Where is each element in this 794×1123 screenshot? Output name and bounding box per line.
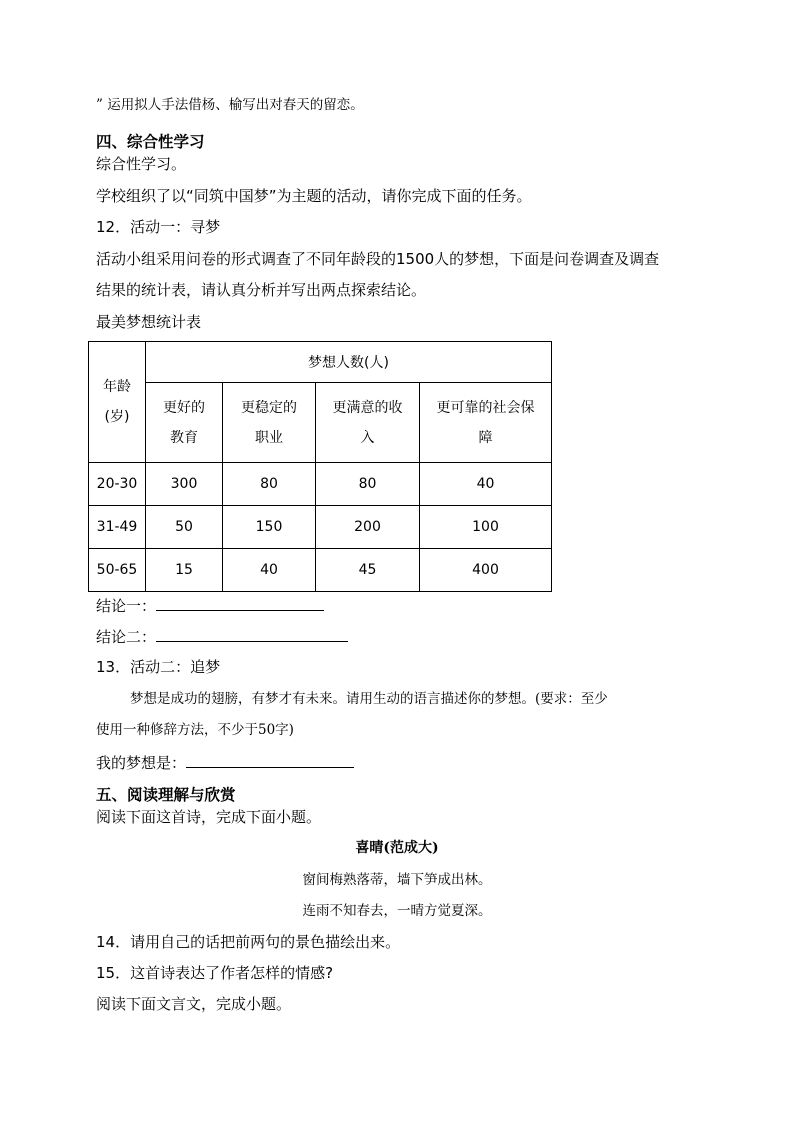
age-cell: 20-30 xyxy=(89,463,146,506)
value-cell: 150 xyxy=(223,506,316,549)
age-cell: 31-49 xyxy=(89,506,146,549)
text-continuation: ” 运用拟人手法借杨、榆写出对春天的留恋。 xyxy=(96,97,364,113)
section-heading-4: 四、综合性学习 xyxy=(96,133,205,151)
conclusion-1-blank[interactable] xyxy=(156,595,324,611)
age-header-cell xyxy=(89,342,146,463)
poem-title: 喜晴(范成大) xyxy=(355,840,439,856)
section-5-subtitle: 阅读下面这首诗，完成下面小题。 xyxy=(96,808,322,826)
column-header-text: 更稳定的 xyxy=(241,399,297,416)
column-header-job xyxy=(223,383,316,463)
section-4-intro: 学校组织了以“同筑中国梦”为主题的活动，请你完成下面的任务。 xyxy=(96,187,532,205)
column-header-text: 障 xyxy=(478,429,493,446)
table-row xyxy=(89,549,552,592)
column-header-social-security xyxy=(420,383,552,463)
value-cell: 80 xyxy=(223,463,316,506)
my-dream-label: 我的梦想是： xyxy=(96,754,187,772)
poem-line-2: 连雨不知春去，一晴方觉夏深。 xyxy=(302,903,492,919)
value-cell: 100 xyxy=(420,506,552,549)
column-header-text: 更可靠的社会保 xyxy=(436,399,535,416)
column-header-text: 更满意的收 xyxy=(332,399,403,416)
question-12-text-1: 活动小组采用问卷的形式调查了不同年龄段的1500人的梦想，下面是问卷调查及调查 xyxy=(96,250,660,268)
my-dream-blank[interactable] xyxy=(186,752,354,768)
column-header-text: 更好的 xyxy=(163,399,205,416)
question-12-text-2: 结果的统计表，请认真分析并写出两点探索结论。 xyxy=(96,281,427,299)
conclusion-2-blank[interactable] xyxy=(156,626,348,642)
value-cell: 40 xyxy=(223,549,316,592)
question-12: 12．活动一：寻梦 xyxy=(96,218,221,236)
conclusion-1-label: 结论一： xyxy=(96,597,157,615)
column-header-text: 职业 xyxy=(255,429,283,446)
value-cell: 80 xyxy=(316,463,420,506)
column-header-text: 教育 xyxy=(170,429,198,446)
value-cell: 40 xyxy=(420,463,552,506)
value-cell: 50 xyxy=(146,506,223,549)
dream-statistics-table xyxy=(88,341,552,592)
table-row xyxy=(89,506,552,549)
question-14: 14．请用自己的话把前两句的景色描绘出来。 xyxy=(96,933,401,951)
question-13: 13．活动二：追梦 xyxy=(96,658,221,676)
age-cell: 50-65 xyxy=(89,549,146,592)
value-cell: 400 xyxy=(420,549,552,592)
age-header-line-1: 年龄 xyxy=(103,379,131,395)
value-cell: 200 xyxy=(316,506,420,549)
table-row xyxy=(89,463,552,506)
my-dream xyxy=(96,752,354,773)
section-4-subtitle: 综合性学习。 xyxy=(96,155,187,173)
conclusion-2 xyxy=(96,626,348,647)
section-heading-5: 五、阅读理解与欣赏 xyxy=(96,786,236,804)
table-title: 最美梦想统计表 xyxy=(96,313,202,331)
value-cell: 300 xyxy=(146,463,223,506)
conclusion-2-label: 结论二： xyxy=(96,628,157,646)
column-header-text: 入 xyxy=(360,429,375,446)
column-header-income xyxy=(316,383,420,463)
poem-line-1: 窗间梅熟落蒂，墙下笋成出林。 xyxy=(302,872,492,888)
question-13-text-1: 梦想是成功的翅膀，有梦才有未来。请用生动的语言描述你的梦想。(要求：至少 xyxy=(130,691,608,707)
dream-count-header: 梦想人数(人) xyxy=(146,342,552,383)
section-5-next: 阅读下面文言文，完成小题。 xyxy=(96,995,292,1013)
conclusion-1 xyxy=(96,595,324,616)
age-header-line-2: (岁) xyxy=(104,409,130,425)
question-13-text-2: 使用一种修辞方法，不少于50字) xyxy=(96,722,294,738)
value-cell: 15 xyxy=(146,549,223,592)
column-header-education xyxy=(146,383,223,463)
value-cell: 45 xyxy=(316,549,420,592)
question-15: 15．这首诗表达了作者怎样的情感? xyxy=(96,964,334,982)
